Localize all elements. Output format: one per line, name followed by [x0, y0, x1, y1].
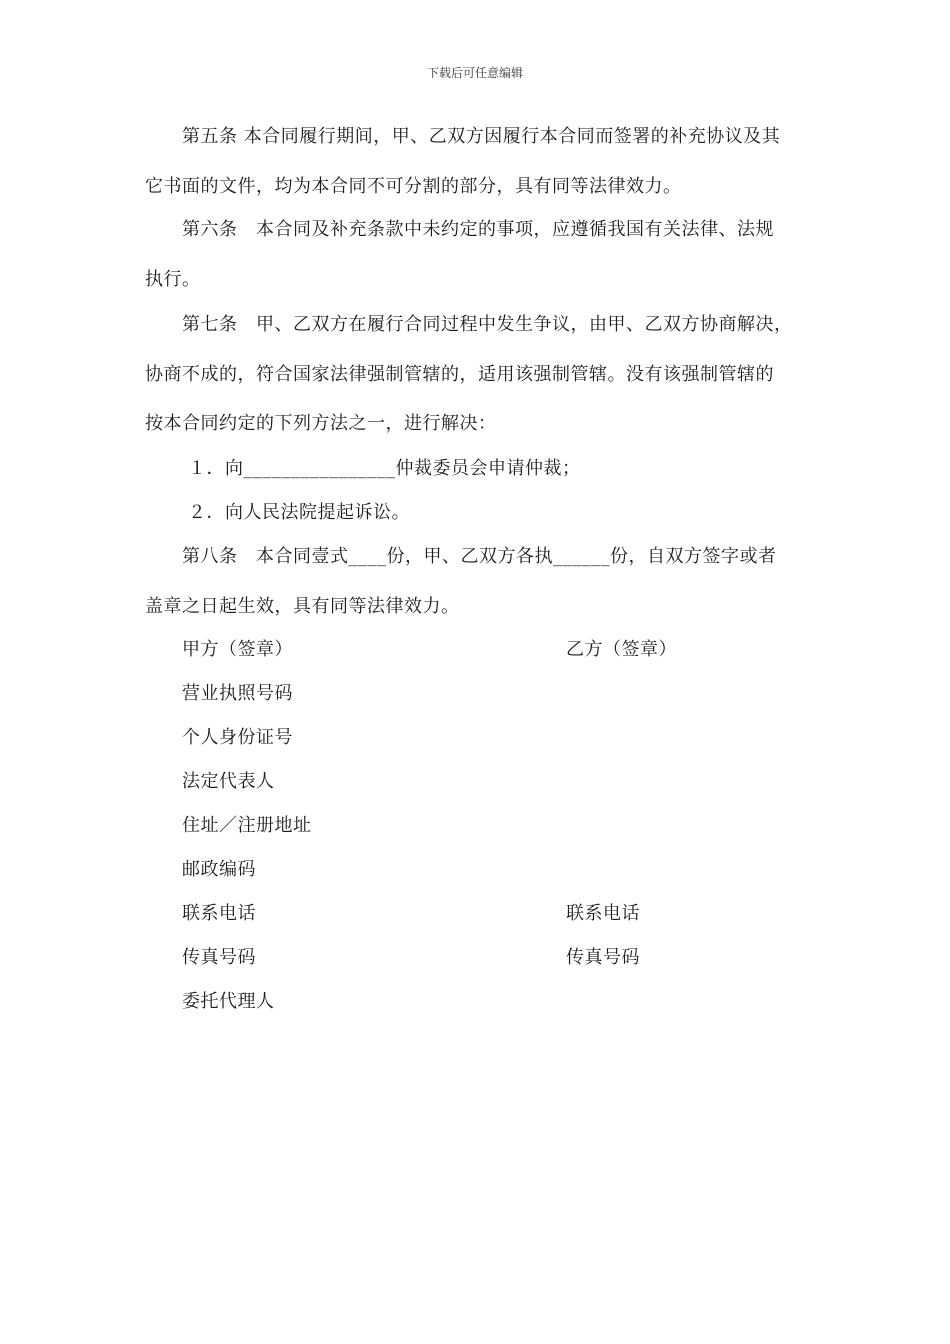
- fax-a-label: 传真号码: [182, 947, 256, 968]
- postcode-label: 邮政编码: [182, 859, 256, 880]
- fax-b-label: 传真号码: [566, 947, 640, 968]
- article-5-line-1: 第五条 本合同履行期间，甲、乙双方因履行本合同而签署的补充协议及其: [182, 126, 781, 147]
- article-7-option-2: ２．向人民法院提起诉讼。: [188, 502, 410, 523]
- article-7-line-1: 第七条 甲、乙双方在履行合同过程中发生争议，由甲、乙双方协商解决，: [182, 314, 793, 335]
- phone-a-label: 联系电话: [182, 903, 256, 924]
- article-8-line-1: 第八条 本合同壹式____份，甲、乙双方各执______份，自双方签字或者: [182, 546, 777, 567]
- article-7-line-2: 协商不成的，符合国家法律强制管辖的，适用该强制管辖。没有该强制管辖的: [145, 364, 774, 385]
- article-7-line-3: 按本合同约定的下列方法之一，进行解决：: [145, 413, 497, 434]
- phone-b-label: 联系电话: [566, 903, 640, 924]
- agent-label: 委托代理人: [182, 991, 275, 1012]
- article-5-line-2: 它书面的文件，均为本合同不可分割的部分，具有同等法律效力。: [145, 176, 682, 197]
- party-b-label: 乙方（签章）: [566, 639, 677, 660]
- article-8-line-2: 盖章之日起生效，具有同等法律效力。: [145, 596, 460, 617]
- address-label: 住址／注册地址: [182, 815, 312, 836]
- page-header: 下载后可任意编辑: [426, 66, 523, 80]
- article-6-line-2: 执行。: [145, 269, 201, 290]
- business-license-label: 营业执照号码: [182, 683, 293, 704]
- article-6-line-1: 第六条 本合同及补充条款中未约定的事项，应遵循我国有关法律、法规: [182, 219, 774, 240]
- id-number-label: 个人身份证号: [182, 727, 293, 748]
- party-a-label: 甲方（签章）: [182, 639, 293, 660]
- legal-representative-label: 法定代表人: [182, 771, 275, 792]
- article-7-option-1: １．向________________仲裁委员会申请仲裁；: [188, 458, 581, 479]
